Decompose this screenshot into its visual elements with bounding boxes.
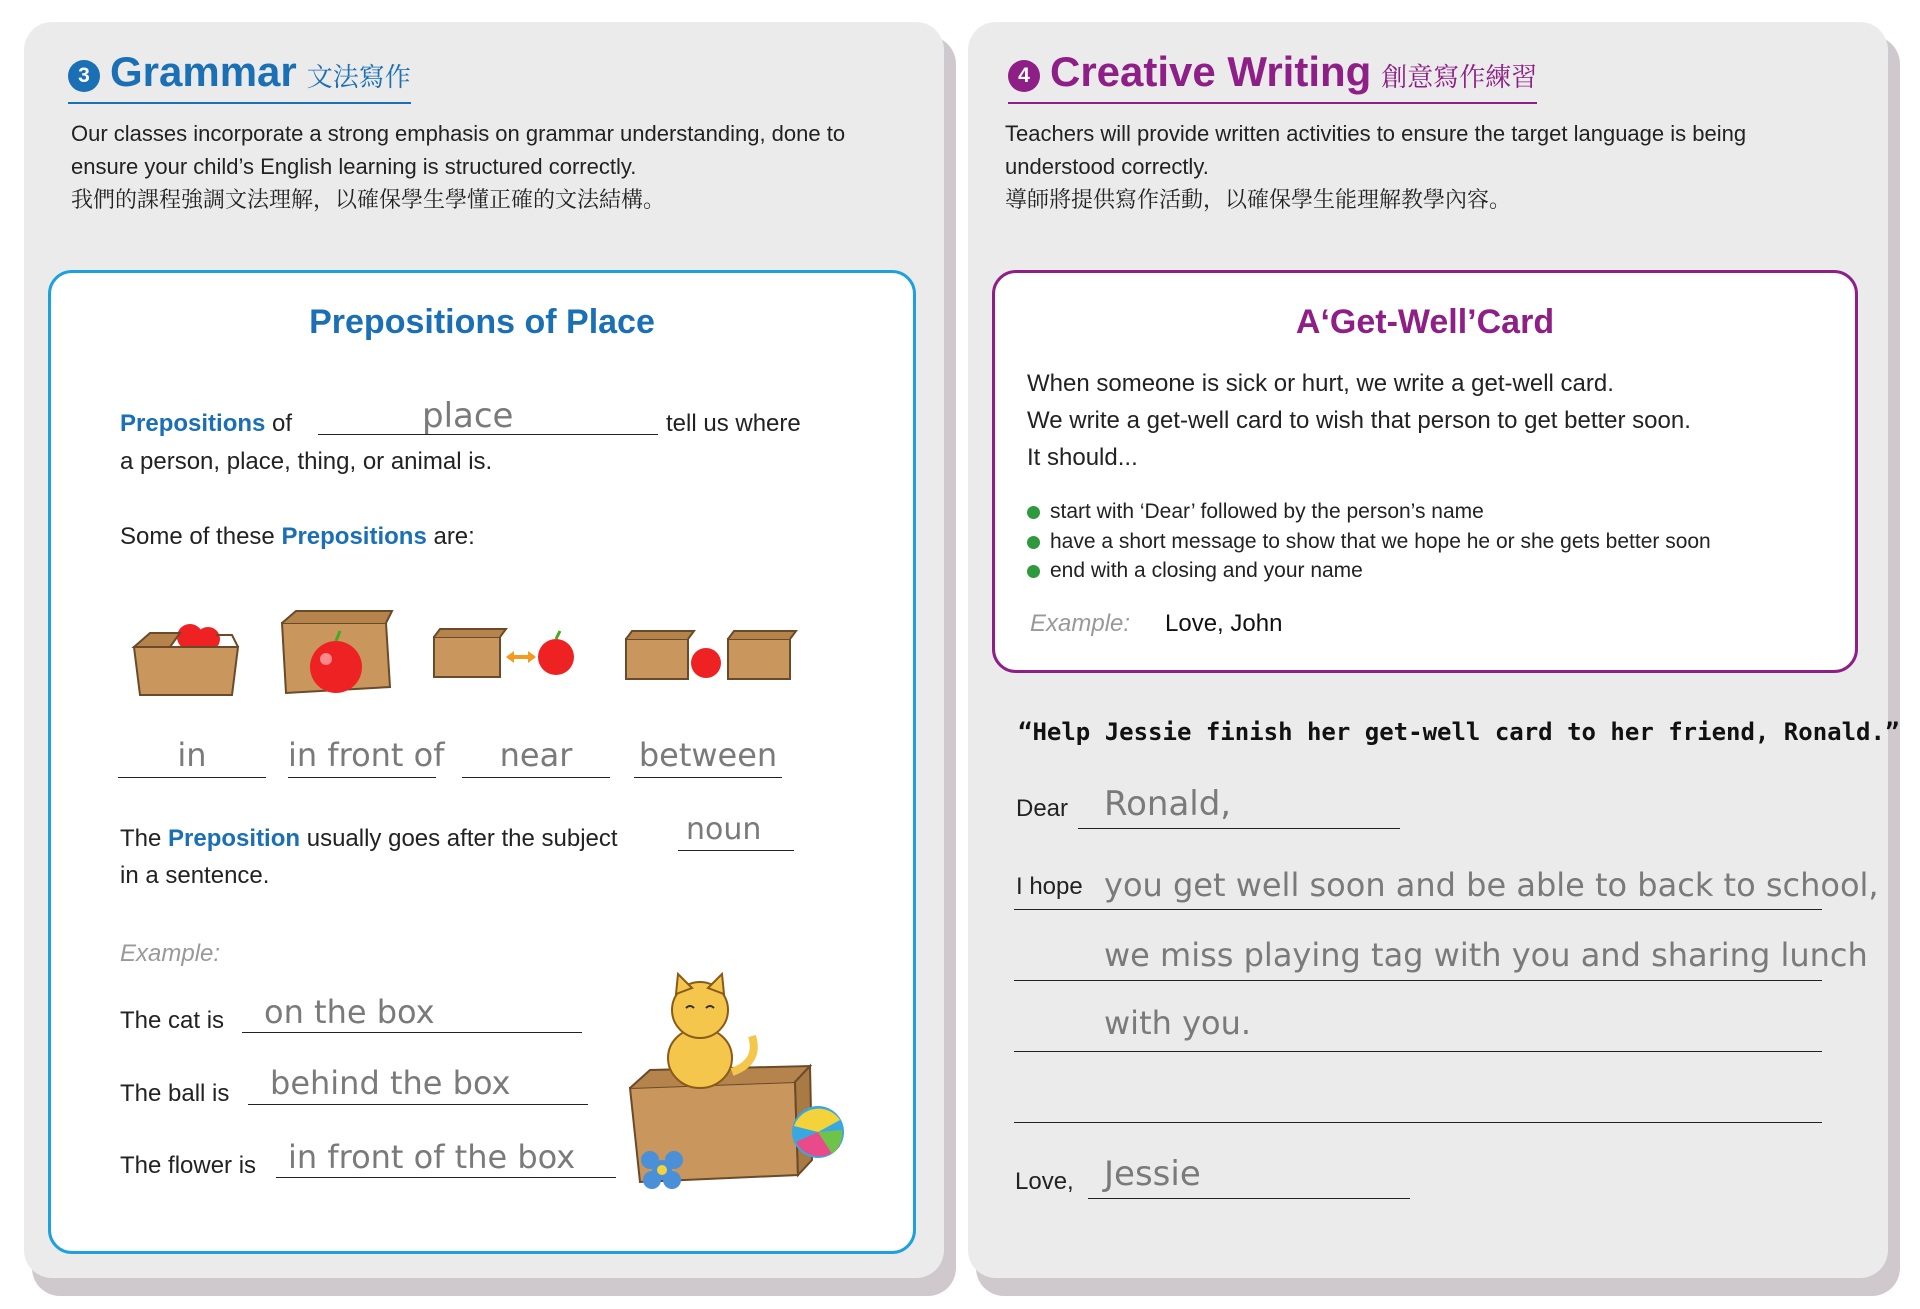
message-text-2: we miss playing tag with you and sharing lunch: [1104, 936, 1868, 974]
some-prepositions-line: [120, 523, 475, 551]
message-text-3: with you.: [1104, 1004, 1252, 1042]
message-line-1: [1014, 909, 1822, 910]
answer-blank-in-front-of: [288, 777, 436, 778]
of-word: of: [272, 410, 293, 437]
card-example-label: Example:: [1030, 610, 1131, 637]
hope-label: I hope: [1016, 873, 1083, 900]
apple-in-front-of-box-illustration: [282, 611, 392, 693]
prepositions-keyword: Prepositions: [281, 523, 427, 550]
answer-in: in: [177, 736, 207, 774]
section-number-badge: 4: [1008, 60, 1040, 92]
desc-line: Teachers will provide written activities to ensure the target language is being: [1005, 121, 1747, 146]
section-title: Creative Writing: [1050, 48, 1372, 95]
message-line-2: [1014, 980, 1822, 981]
message-line-4: [1014, 1122, 1822, 1123]
bullet-text: end with a closing and your name: [1050, 559, 1363, 582]
card-line1: When someone is sick or hurt, we write a get-well card.: [1027, 370, 1614, 397]
example-lead-flower: The flower is: [120, 1152, 257, 1179]
example-blank-ball: [248, 1104, 588, 1105]
answer-between: between: [638, 736, 778, 774]
example-blank-flower: [276, 1177, 616, 1178]
subject-blank: [678, 850, 794, 851]
writing-prompt: “Help Jessie finish her get-well card to her friend, Ronald.”: [1018, 718, 1900, 746]
section-number-badge: 3: [68, 60, 100, 92]
dear-label: Dear: [1016, 795, 1069, 822]
subject-sentence: [120, 825, 618, 853]
subject-pre: The: [120, 825, 162, 852]
subject-mid: usually goes after the subject: [306, 825, 618, 852]
dear-blank: [1078, 828, 1400, 829]
cat-box-ball-flower-illustration: [620, 970, 850, 1210]
example-answer-flower: in front of the box: [288, 1138, 576, 1176]
intro-line2: a person, place, thing, or animal is.: [120, 448, 493, 475]
example-answer-cat: on the box: [264, 993, 435, 1031]
dear-answer: Ronald,: [1104, 784, 1232, 824]
love-blank: [1088, 1198, 1410, 1199]
bullet-item: [1027, 559, 1363, 583]
example-lead-ball: The ball is: [120, 1080, 230, 1107]
message-text-1: you get well soon and be able to back to school,: [1104, 866, 1879, 904]
some-pre: Some of these: [120, 523, 275, 550]
example-answer-ball: behind the box: [270, 1064, 511, 1102]
grammar-description: [71, 117, 921, 216]
preposition-keyword: Preposition: [168, 825, 301, 852]
desc-line: understood correctly.: [1005, 154, 1209, 179]
example-lead-cat: The cat is: [120, 1007, 225, 1034]
section-subtitle: 文法寫作: [306, 62, 411, 92]
answer-blank-in: [118, 777, 266, 778]
creative-description: [1005, 117, 1865, 216]
apple-in-box-illustration: [134, 624, 238, 695]
desc-line: ensure your child’s English learning is structured correctly.: [71, 154, 637, 179]
desc-line: 我們的課程強調文法理解，以確保學生學懂正確的文法結構。: [71, 187, 666, 212]
bullet-dot: [1027, 506, 1040, 519]
prepositions-keyword: Prepositions: [120, 410, 266, 437]
section-title: Grammar: [110, 48, 297, 95]
subject-line2: in a sentence.: [120, 862, 270, 889]
subject-answer: noun: [686, 812, 762, 847]
desc-line: Our classes incorporate a strong emphasis on grammar understanding, done to: [71, 121, 846, 146]
example-label: Example:: [120, 940, 221, 967]
card-title: Prepositions of Place: [309, 303, 655, 341]
card-line3: It should...: [1027, 444, 1138, 471]
bullet-item: [1027, 530, 1711, 554]
message-line-3: [1014, 1051, 1822, 1052]
bullet-text: start with ‘Dear’ followed by the person’s name: [1050, 500, 1484, 523]
card-line2: We write a get-well card to wish that person to get better soon.: [1027, 407, 1691, 434]
intro-sentence: [120, 410, 292, 438]
apple-between-boxes-illustration: [626, 631, 796, 679]
love-label: Love,: [1015, 1168, 1074, 1195]
preposition-illustrations: [120, 605, 810, 715]
bullet-dot: [1027, 536, 1040, 549]
answer-in-front-of: in front of: [288, 736, 445, 774]
section-subtitle: 創意寫作練習: [1381, 62, 1538, 92]
answer-blank-between: [634, 777, 782, 778]
card-example-text: Love, John: [1165, 610, 1283, 637]
example-blank-cat: [242, 1032, 582, 1033]
some-post: are:: [433, 523, 475, 550]
bullet-item: [1027, 500, 1484, 524]
card-title: A‘Get-Well’Card: [1295, 303, 1555, 341]
love-answer: Jessie: [1104, 1154, 1201, 1194]
bullet-text: have a short message to show that we hope he or she gets better soon: [1050, 530, 1711, 553]
answer-near: near: [499, 736, 573, 774]
answer-blank-near: [462, 777, 610, 778]
bullet-dot: [1027, 565, 1040, 578]
apple-near-box-illustration: [434, 629, 574, 677]
creative-heading: [1008, 48, 1537, 104]
intro-tail: tell us where: [666, 410, 801, 437]
intro-answer: place: [422, 396, 514, 436]
grammar-heading: [68, 48, 411, 104]
desc-line: 導師將提供寫作活動，以確保學生能理解教學內容。: [1005, 187, 1512, 212]
